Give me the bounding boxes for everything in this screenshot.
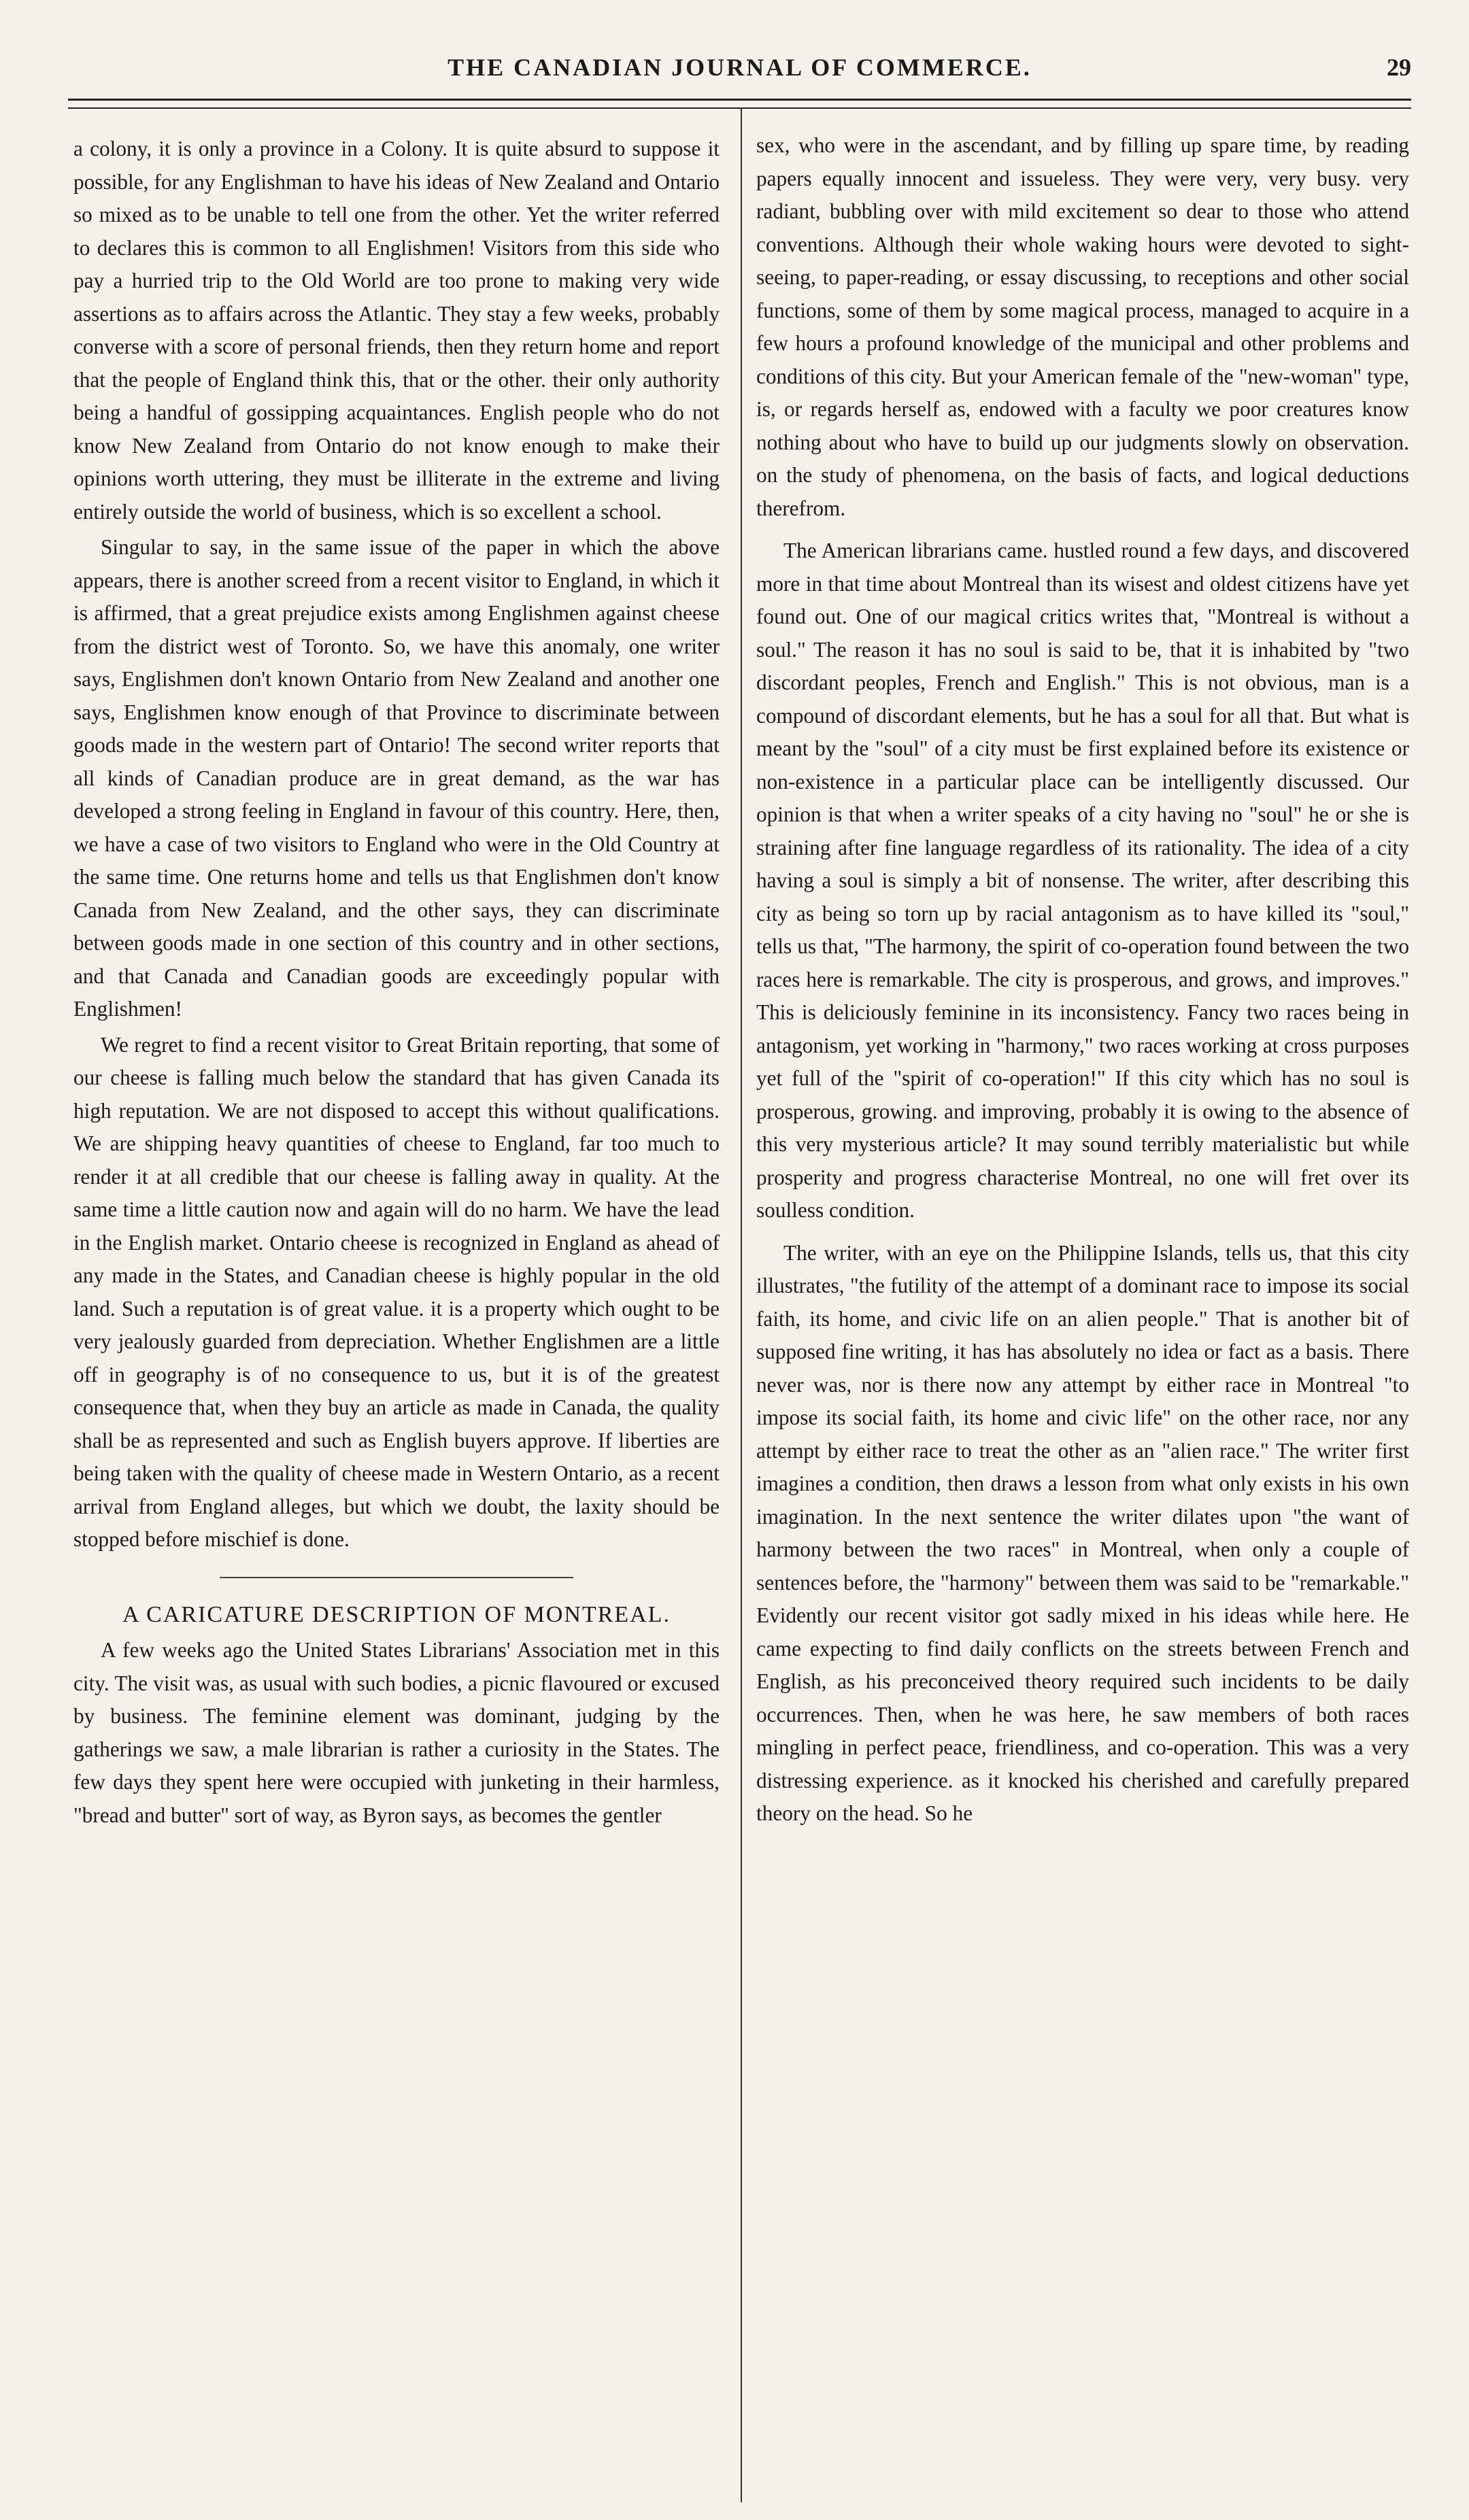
- left-column: [73, 133, 720, 2506]
- paragraph-colony: a colony, it is only a province in a Colony. It is quite absurd to suppose it possible, for any Englishman to have his ideas of New Zealand and Ontario so mixed as to be unable to tell one from the other. Yet the writer referred to declares this is common to all Englishmen! Visitors from this side who pay a hurried trip to the Old World are too prone to making very wide assertions as to affairs across the Atlantic. They stay a few weeks, probably converse with a score of personal friends, then they return home and report that the people of England think this, that or the other. their only authority being a handful of gossipping acquaintances. English people who do not know New Zealand from Ontario do not know enough to make their opinions worth uttering, they must be illiterate in the extreme and living entirely outside the world of business, which is so excellent a school.: [73, 137, 720, 524]
- paragraph-sex: sex, who were in the ascendant, and by filling up spare time, by reading papers equally innocent and issueless. They were very, very busy. very radiant, bubbling over with mild excitement so dear to those who attend conventions. Although their whole waking hours were devoted to sight-seeing, to paper-reading, or essay discussing, to receptions and other social functions, some of them by some magical process, managed to acquire in a few hours a profound knowledge of the municipal and other problems and conditions of this city. But your American female of the "new-woman" type, is, or regards herself as, endowed with a faculty we poor creatures know nothing about who have to build up our judgments slowly on observation. on the study of phenomena, on the basis of facts, and logical deductions therefrom.: [756, 133, 1409, 520]
- page-header: [68, 48, 1411, 95]
- paragraph-philippine: The writer, with an eye on the Philippine Islands, tells us, that this city illustrates, "the futility of the attempt of a dominant race to impose its social faith, its home, and civic life on an alien people." That is another bit of supposed fine writing, it has has absolutely no idea or fact as a basis. There never was, nor is there now any attempt by either race in Montreal "to impose its social faith, its home and civic life" on the other race, nor any attempt by either race to treat the other as an "alien race." The writer first imagines a condition, then draws a lesson from what only exists in his own imagination. In the next sentence the writer dilates upon "the want of harmony between the two races" in Montreal, when only a couple of sentences before, the "harmony" between them was said to be "remarkable." Evidently our recent visitor got sadly mixed in his ideas while here. He came expecting to find daily conflicts on the streets between French and English, as his preconceived theory required such incidents to be daily occurrences. Then, when he was here, he saw members of both races mingling in perfect peace, friendliness, and co-operation. This was a very distressing experience. as it knocked his cherished and carefully prepared theory on the head. So he: [756, 1240, 1409, 1825]
- page-number: 29: [1387, 54, 1411, 81]
- right-column: [756, 129, 1409, 2502]
- section-heading: A CARICATURE DESCRIPTION OF MONTREAL.: [122, 1601, 671, 1627]
- column-divider: [741, 109, 742, 2502]
- paragraph-singular: Singular to say, in the same issue of the paper in which the above appears, there is another screed from a recent visitor to England, in which it is affirmed, that a great prejudice exists among Englishmen against cheese from the district west of Toronto. So, we have this anomaly, one writer says, Englishmen don't known Ontario from New Zealand and another one says, Englishmen know enough of that Province to discriminate between goods made in the western part of Ontario! The second writer reports that all kinds of Canadian produce are in great demand, as the war has developed a strong feeling in England in favour of this country. Here, then, we have a case of two visitors to England who were in the Old Country at the same time. One returns home and tells us that Englishmen don't know Canada from New Zealand, and the other says, they can discriminate between goods made in one section of this country and in other sections, and that Canada and Canadian goods are exceedingly popular with Englishmen!: [73, 535, 720, 1021]
- paragraph-cheese: We regret to find a recent visitor to Great Britain reporting, that some of our cheese is falling much below the standard that has given Canada its high reputation. We are not disposed to accept this without qualifications. We are shipping heavy quantities of cheese to England, far too much to render it at all credible that our cheese is falling away in quality. At the same time a little caution now and again will do no harm. We have the lead in the English market. Ontario cheese is recognized in England as ahead of any made in the States, and Canadian cheese is highly popular in the old land. Such a reputation is of great value. it is a property which ought to be very jealously guarded from depreciation. Whether Englishmen are a little off in geography is of no consequence to us, but it is of the greatest consequence that, when they buy an article as made in Canada, the quality shall be as represented and such as English buyers approve. If liberties are being taken with the quality of cheese made in Western Ontario, as a recent arrival from England alleges, but which we doubt, the laxity should be stopped before mischief is done.: [73, 1032, 720, 1551]
- paragraph-american-librarians: The American librarians came. hustled round a few days, and discovered more in that time about Montreal than its wisest and oldest citizens have yet found out. One of our magical critics writes that, "Montreal is without a soul." The reason it has no soul is said to be, that it is inhabited by "two discordant peoples, French and English." This is not obvious, man is a compound of discordant elements, but he has a soul for all that. But what is meant by the "soul" of a city must be first explained before its existence or non-existence in a particular place can be intelligently discussed. Our opinion is that when a writer speaks of a city having no "soul" he or she is straining after fine language regardless of its rationality. The idea of a city having a soul is simply a bit of nonsense. The writer, after describing this city as being so torn up by racial antagonism as to have killed its "soul," tells us that, "The harmony, the spirit of co-operation found between the two races here is remarkable. The city is prosperous, and grows, and improves." This is deliciously feminine in its inconsistency. Fancy two races being in antagonism, yet working in "harmony," two races working at cross purposes yet full of the "spirit of co-operation!" If this city which has no soul is prosperous, growing. and improving, probably it is owing to the absence of this very mysterious article? It may sound terribly materialistic but while prosperity and progress characterise Montreal, no one will fret over its soulless condition.: [756, 539, 1409, 1222]
- paragraph-librarians: A few weeks ago the United States Librarians' Association met in this city. The visit was, as usual with such bodies, a picnic flavoured or excused by business. The feminine element was dominant, judging by the gatherings we saw, a male librarian is rather a curiosity in the States. The few days they spent here were occupied with junketing in their harmless, "bread and butter" sort of way, as Byron says, as becomes the gentler: [73, 1638, 720, 1827]
- journal-title: THE CANADIAN JOURNAL OF COMMERCE.: [448, 54, 1032, 81]
- section-divider: [220, 1577, 573, 1578]
- header-double-rule: [68, 99, 1411, 109]
